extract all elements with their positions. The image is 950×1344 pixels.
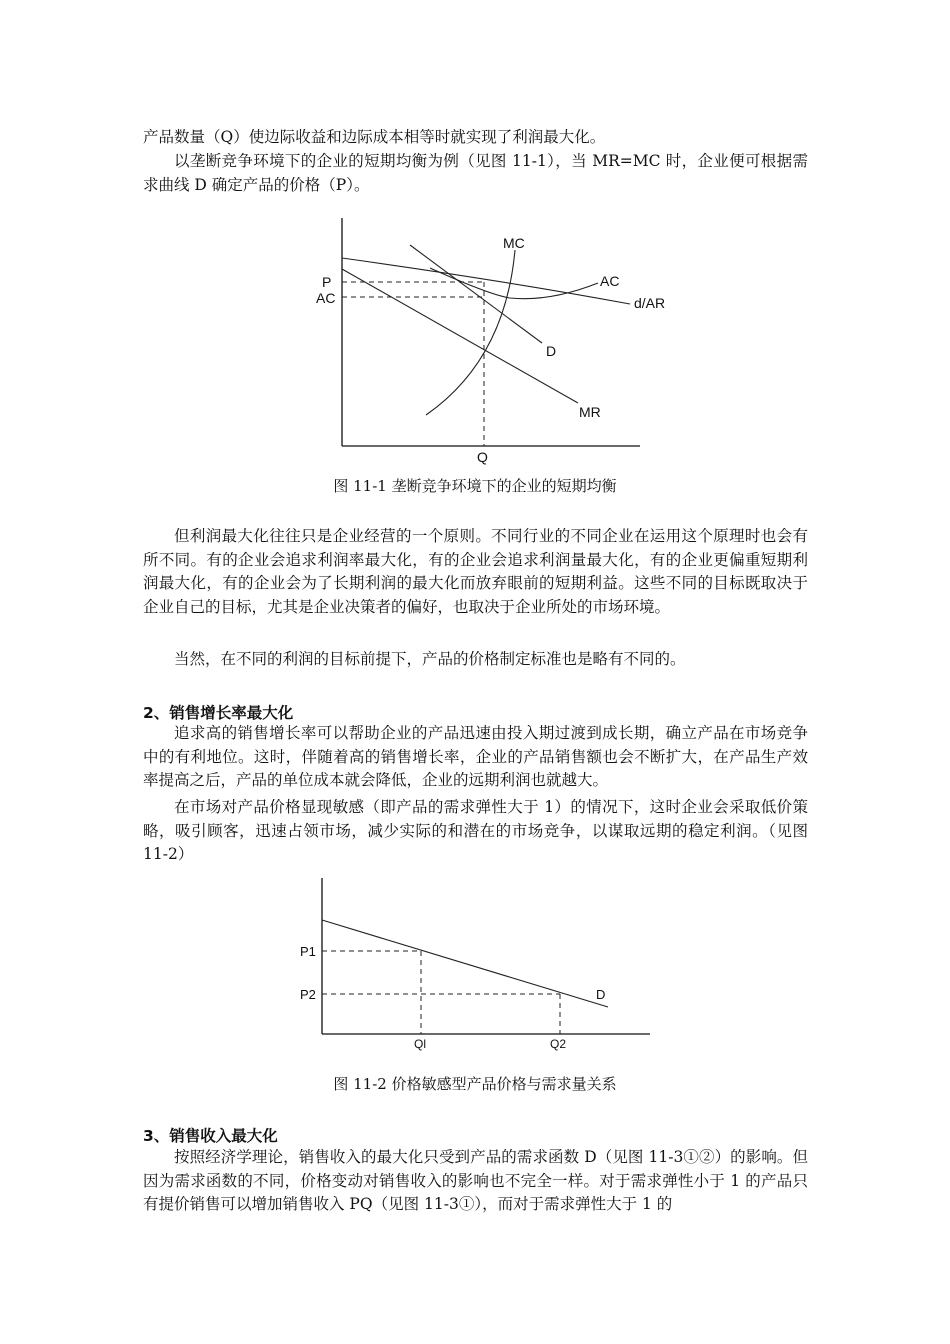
paragraph-short-run-equilibrium: 以垄断竞争环境下的企业的短期均衡为例（见图 11-1），当 MR=MC 时，企业便可根据需求曲线 D 确定产品的价格（P）。 bbox=[143, 152, 808, 194]
label-p1: P1 bbox=[300, 944, 316, 959]
label-q2: Q2 bbox=[550, 1037, 567, 1051]
label-ac-axis: AC bbox=[316, 290, 336, 306]
mc-curve bbox=[426, 250, 515, 415]
figure-11-1-caption: 图 11-1 垄断竞争环境下的企业的短期均衡 bbox=[333, 477, 617, 495]
section-heading-sales-growth: 2、销售增长率最大化 bbox=[143, 704, 294, 722]
paragraph-profit-principle: 但利润最大化往往只是企业经营的一个原则。不同行业的不同企业在运用这个原理时也会有所不同。有的企业会追求利润率最大化，有的企业会追求利润量最大化，有的企业更偏重短期利润最大化，有的企业会为了长期利润的最大化而放弃眼前的短期利益。这些不同的目标既取决于企业自己的目标，尤其是企业决策者的偏好，也取决于企业所处的市场环境。 bbox=[143, 527, 808, 616]
paragraph-pricing-standard: 当然，在不同的利润的目标前提下，产品的价格制定标准也是略有不同的。 bbox=[174, 650, 686, 668]
label-ac-curve: AC bbox=[600, 273, 620, 289]
figure-11-2-caption: 图 11-2 价格敏感型产品价格与需求量关系 bbox=[333, 1075, 617, 1093]
label-p: P bbox=[322, 274, 332, 290]
paragraph-sales-revenue: 按照经济学理论，销售收入的最大化只受到产品的需求函数 D（见图 11-3①②）的影响。但因为需求函数的不同，价格变动对销售收入的影响也不完全一样。对于需求弹性小于 1 的产品只有提价销售可以增加销售收入 PQ（见图 11-3①），而对于需求弹性大于 1 的 bbox=[143, 1148, 808, 1213]
label-p2: P2 bbox=[300, 987, 316, 1002]
label-d: D bbox=[546, 343, 557, 359]
label-mc: MC bbox=[503, 235, 525, 251]
label-q1: Ql bbox=[414, 1037, 426, 1051]
label-d: D bbox=[596, 987, 606, 1002]
figure-11-1-chart bbox=[300, 210, 680, 465]
paragraph-price-sensitive: 在市场对产品价格显现敏感（即产品的需求弹性大于 1）的情况下，这时企业会采取低价策略，吸引顾客，迅速占领市场，减少实际的和潜在的市场竞争，以谋取远期的稳定利润。（见图 11-2） bbox=[143, 798, 808, 863]
paragraph-profit-max-condition: 产品数量（Q）使边际收益和边际成本相等时就实现了利润最大化。 bbox=[143, 128, 606, 146]
paragraph-sales-growth: 追求高的销售增长率可以帮助企业的产品迅速由投入期过渡到成长期，确立产品在市场竞争中的有利地位。这时，伴随着高的销售增长率，企业的产品销售额也会不断扩大，在产品生产效率提高之后，产品的单位成本就会降低，企业的远期利润也就越大。 bbox=[143, 724, 808, 789]
label-mr: MR bbox=[579, 404, 601, 420]
label-q: Q bbox=[477, 449, 488, 465]
label-dar: d/AR bbox=[634, 295, 666, 311]
dar-curve bbox=[342, 258, 630, 304]
demand-curve-d bbox=[322, 920, 608, 1007]
demand-curve-d bbox=[410, 245, 542, 343]
section-heading-sales-revenue: 3、销售收入最大化 bbox=[143, 1127, 278, 1145]
figure-11-2-chart bbox=[290, 876, 660, 1051]
